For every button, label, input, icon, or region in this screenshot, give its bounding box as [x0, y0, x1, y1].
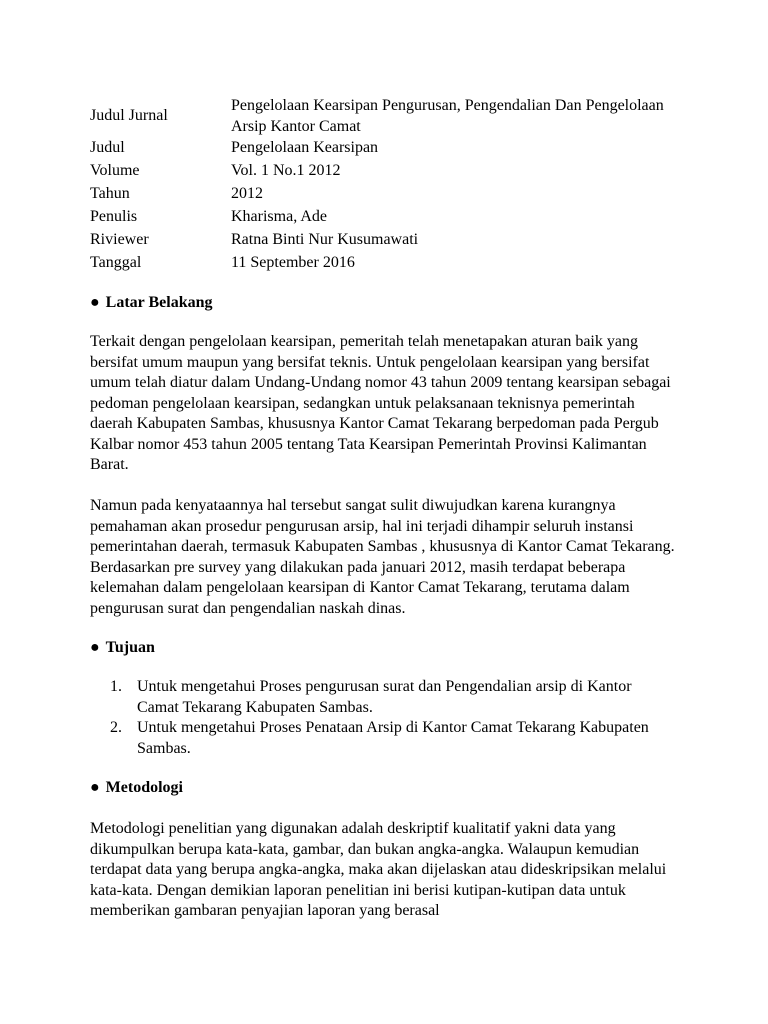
heading-text: Latar Belakang — [105, 294, 213, 311]
paragraph-latar-belakang-1 — [90, 332, 680, 476]
paragraph-text: Terkait dengan pengelolaan kearsipan, pemeritah telah menetapakan aturan baik yang bersifat umum maupun yang bersifat teknis. Untuk pengelolaan kearsipan yang bersifat umum telah diatur dalam Undang-Undang nomor 43 tahun 2009 tentang kearsipan sebagai pedoman pengelolaan kearsipan, sedangkan untuk pelaksanaan teknisnya pemerintah daerah Kabupaten Sambas, khususnya Kantor Camat Tekarang berpedoman pada Pergub Kalbar nomor 453 tahun 2005 tentang Tata Kearsipan Pemerintah Provinsi Kalimantan Barat. — [90, 333, 671, 473]
metadata-row-judul — [90, 137, 690, 160]
metadata-value: Kharisma, Ade — [231, 208, 327, 226]
metadata-value: Pengelolaan Kearsipan — [231, 139, 379, 157]
metadata-value: 11 September 2016 — [231, 254, 355, 272]
metadata-value: 2012 — [231, 185, 263, 203]
heading-text: Metodologi — [105, 779, 183, 796]
paragraph-text: Namun pada kenyataannya hal tersebut sangat sulit diwujudkan karena kurangnya pemahaman akan prosedur pengurusan arsip, hal ini terjadi dihampir seluruh instansi pemerintahan daerah, termasuk Kabupaten Sambas , khususnya di Kantor Camat Tekarang. Berdasarkan pre survey yang dilakukan pada januari 2012, masih terdapat beberapa kelemahan dalam pengelolaan kearsipan di Kantor Camat Tekarang, terutama dalam pengurusan surat dan pengendalian naskah dinas. — [90, 497, 675, 617]
metadata-row-riviewer — [90, 229, 690, 252]
metadata-table — [90, 96, 690, 275]
paragraph-latar-belakang-2 — [90, 496, 680, 619]
metadata-row-tanggal — [90, 252, 690, 275]
list-number: 2. — [110, 719, 122, 736]
metadata-key: Judul Jurnal — [90, 107, 168, 125]
paragraph-text: Metodologi penelitian yang digunakan adalah deskriptif kualitatif yakni data yang dikumpulkan berupa kata-kata, gambar, dan bukan angka-angka. Walaupun kemudian terdapat data yang berupa angka-angka, maka akan dijelaskan atau dideskripsikan melalui kata-kata. Dengan demikian laporan penelitian ini berisi kutipan-kutipan data untuk memberikan gambaran penyajian laporan yang berasal — [90, 820, 667, 919]
section-heading-tujuan — [90, 638, 155, 658]
metadata-key: Riviewer — [90, 231, 149, 249]
section-heading-metodologi — [90, 778, 183, 798]
metadata-key: Volume — [90, 162, 140, 180]
metadata-value: Ratna Binti Nur Kusumawati — [231, 231, 419, 249]
list-text: Untuk mengetahui Proses Penataan Arsip di Kantor Camat Tekarang Kabupaten Sambas. — [137, 719, 649, 757]
bullet-icon: ● — [90, 779, 100, 796]
metadata-value: Vol. 1 No.1 2012 — [231, 162, 341, 180]
metadata-row-tahun — [90, 183, 690, 206]
list-text: Untuk mengetahui Proses pengurusan surat dan Pengendalian arsip di Kantor Camat Tekarang Kabupaten Sambas. — [137, 678, 632, 716]
list-item — [90, 677, 670, 718]
metadata-key: Tanggal — [90, 254, 142, 272]
tujuan-list — [90, 677, 670, 759]
metadata-row-judul-jurnal — [90, 96, 690, 137]
list-number: 1. — [110, 678, 122, 695]
section-heading-latar-belakang — [90, 293, 213, 313]
metadata-key: Penulis — [90, 208, 138, 226]
metadata-key: Judul — [90, 139, 125, 157]
metadata-value: Pengelolaan Kearsipan Pengurusan, Pengendalian Dan Pengelolaan Arsip Kantor Camat — [231, 97, 664, 135]
metadata-row-volume — [90, 160, 690, 183]
list-item — [90, 718, 670, 759]
bullet-icon: ● — [90, 639, 100, 656]
paragraph-metodologi-1 — [90, 819, 680, 922]
metadata-row-penulis — [90, 206, 690, 229]
metadata-key: Tahun — [90, 185, 130, 203]
bullet-icon: ● — [90, 294, 100, 311]
heading-text: Tujuan — [105, 639, 155, 656]
